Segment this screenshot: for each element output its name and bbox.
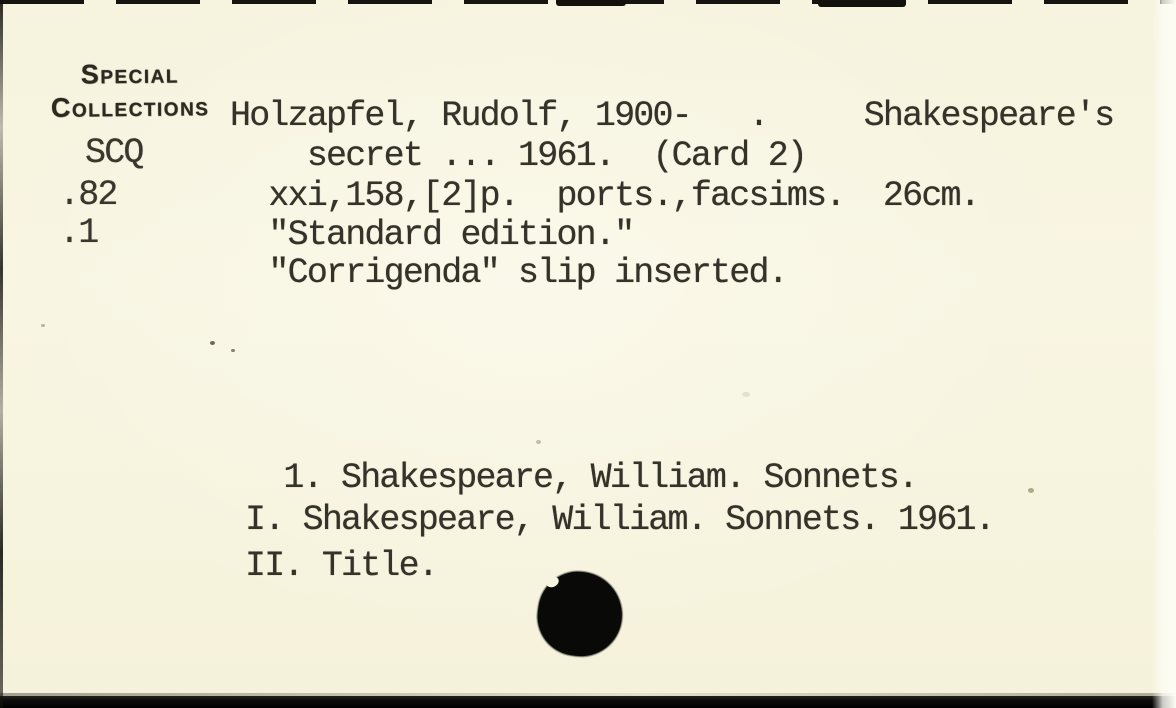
entry-title-line: secret ... 1961. (Card 2) bbox=[230, 136, 807, 176]
left-edge bbox=[0, 0, 3, 708]
call-number-82: .82 bbox=[59, 175, 117, 215]
speck bbox=[1028, 488, 1034, 493]
top-edge-blotch bbox=[556, 0, 626, 6]
entry-heading-line: Holzapfel, Rudolf, 1900- . Shakespeare's bbox=[230, 96, 1114, 136]
entry-note-corrigenda: "Corrigenda" slip inserted. bbox=[230, 253, 787, 293]
tracing-added-entry-1: I. Shakespeare, William. Sonnets. 1961. bbox=[245, 500, 994, 540]
bottom-edge bbox=[0, 696, 1176, 708]
right-edge-strip bbox=[1152, 0, 1176, 708]
speck bbox=[210, 341, 215, 345]
speck bbox=[536, 440, 541, 444]
tracing-added-entry-2: II. Title. bbox=[245, 546, 438, 586]
stamp-line-collections: Collections bbox=[50, 91, 210, 123]
entry-note-standard: "Standard edition." bbox=[230, 215, 634, 255]
speck bbox=[231, 349, 235, 352]
top-edge-blotch bbox=[818, 0, 906, 7]
special-collections-stamp bbox=[34, 57, 227, 125]
speck bbox=[742, 392, 750, 397]
entry-collation-line: xxi,158,[2]p. ports.,facsims. 26cm. bbox=[230, 176, 979, 216]
call-number-1: .1 bbox=[59, 213, 98, 253]
tracing-subject-1: 1. Shakespeare, William. Sonnets. bbox=[245, 458, 918, 498]
speck bbox=[41, 324, 45, 327]
call-number-scq: SCQ bbox=[85, 133, 143, 173]
stamp-line-special: Special bbox=[80, 58, 180, 90]
